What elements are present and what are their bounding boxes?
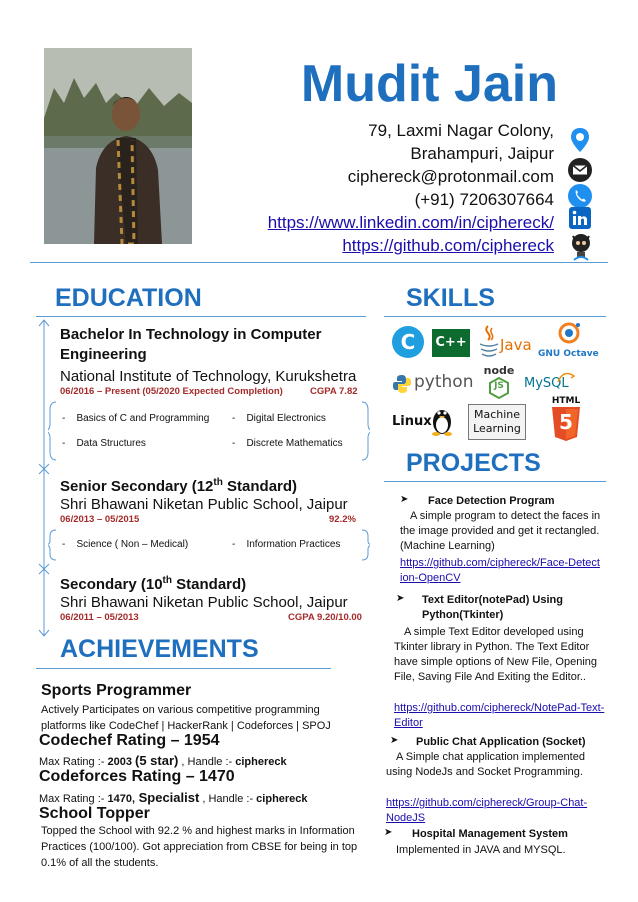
codechef-rating: Codechef Rating – 1954 [39,732,220,749]
project-link[interactable]: https://github.com/ciphereck/Face-Detection-OpenCV [400,557,600,584]
education-timeline [37,318,51,640]
skills-heading: SKILLS [406,284,495,312]
java-language-icon: Java [478,324,538,362]
secondary-institute: Shri Bhawani Niketan Public School, Jaipur [60,594,348,611]
bullet-arrow-icon: ➤ [384,827,393,838]
project-link[interactable]: https://github.com/ciphereck/Group-Chat-NodeJS [386,797,588,824]
linkedin-icon [568,206,592,230]
course-item: - Discrete Mathematics [232,438,343,449]
sports-text: Actively Participates on various competitive programming platforms like CodeChef | HackerRank | Codeforces | SPOJ [41,704,331,732]
secondary-degree: Secondary (10th Standard) [60,575,247,593]
address-line-1: 79, Laxmi Nagar Colony, [368,121,554,140]
address-line-2: Brahampuri, Jaipur [410,144,554,163]
email-icon [568,158,592,182]
cpp-language-icon: C++ [432,329,470,357]
project-title: Hospital Management System [412,828,568,840]
email-text[interactable]: ciphereck@protonmail.com [347,167,554,186]
senior-institute: Shri Bhawani Niketan Public School, Jaipur [60,496,348,513]
project-title: Face Detection Program [428,495,555,507]
phone-icon [568,184,592,208]
project-title: Text Editor(notePad) Using Python(Tkinter) [422,594,563,621]
location-icon [568,127,592,151]
btech-courses-brace [48,400,370,462]
linux-icon: Linux [392,404,458,440]
machine-learning-icon: Machine Learning [468,404,526,440]
course-item: - Science ( Non – Medical) [62,539,189,550]
github-link[interactable]: https://github.com/ciphereck [342,236,554,255]
projects-heading: PROJECTS [406,449,541,477]
project-description: A Simple chat application implemented using NodeJs and Socket Programming. [386,751,585,778]
c-language-icon: C [392,326,424,358]
project-title: Public Chat Application (Socket) [416,736,586,748]
project-description: A simple Text Editor developed using Tkinter library in Python. The Text Editor have simple options of New File, Opening File, Saving File And Exiting the Editor.. [394,626,597,683]
secondary-score: CGPA 9.20/10.00 [288,612,362,623]
projects-divider [384,481,606,482]
achievements-heading: ACHIEVEMENTS [60,635,259,663]
codechef-detail: Max Rating :- 2003 (5 star) , Handle :- ciphereck [39,753,287,768]
course-item: - Digital Electronics [232,413,326,424]
linkedin-link[interactable]: https://www.linkedin.com/in/ciphereck/ [267,213,554,232]
senior-score: 92.2% [329,514,356,525]
btech-degree: Bachelor In Technology in Computer Engineering [60,326,322,363]
codeforces-detail: Max Rating :- 1470, Specialist , Handle :- ciphereck [39,790,308,805]
senior-dates: 06/2013 – 05/2015 [60,514,140,525]
project-description: A simple program to detect the faces in the image provided and get it rectangled. (Machine Learning) [400,510,601,552]
school-topper-text: Topped the School with 92.2 % and highest marks in Information Practices (100/100). Got appreciation from CBSE for being in top 0.1% of all the students. [41,825,358,869]
education-divider [36,316,366,317]
profile-photo [44,48,192,244]
secondary-dates: 06/2011 – 05/2013 [60,612,139,623]
mysql-icon: MySQL [524,370,580,396]
btech-score: CGPA 7.82 [310,386,358,397]
bullet-arrow-icon: ➤ [390,735,399,746]
skills-logos [388,320,608,440]
github-icon [568,232,592,260]
btech-dates: 06/2016 – Present (05/2020 Expected Completion) [60,386,283,397]
course-item: - Basics of C and Programming [62,413,210,424]
codeforces-rating: Codeforces Rating – 1470 [39,768,235,785]
html5-icon: HTML 5 [546,396,586,442]
phone-text: (+91) 7206307664 [414,190,554,209]
school-topper-title: School Topper [39,805,150,822]
nodejs-icon: node JS [482,364,516,398]
project-description: Implemented in JAVA and MYSQL. [396,844,566,856]
gnu-octave-icon: GNU Octave [536,320,606,364]
python-icon: python [392,372,476,396]
bullet-arrow-icon: ➤ [396,593,405,604]
candidate-name: Mudit Jain [300,55,558,113]
sports-title: Sports Programmer [41,682,192,699]
education-heading: EDUCATION [55,284,202,312]
course-item: - Information Practices [232,539,341,550]
achievements-divider [36,668,331,669]
course-item: - Data Structures [62,438,146,449]
senior-degree: Senior Secondary (12th Standard) [60,477,298,495]
btech-institute: National Institute of Technology, Kurukshetra [60,368,357,385]
project-link[interactable]: https://github.com/ciphereck/NotePad-Text-Editor [394,702,605,729]
bullet-arrow-icon: ➤ [400,494,409,505]
header-divider [30,262,608,263]
skills-divider [384,316,606,317]
